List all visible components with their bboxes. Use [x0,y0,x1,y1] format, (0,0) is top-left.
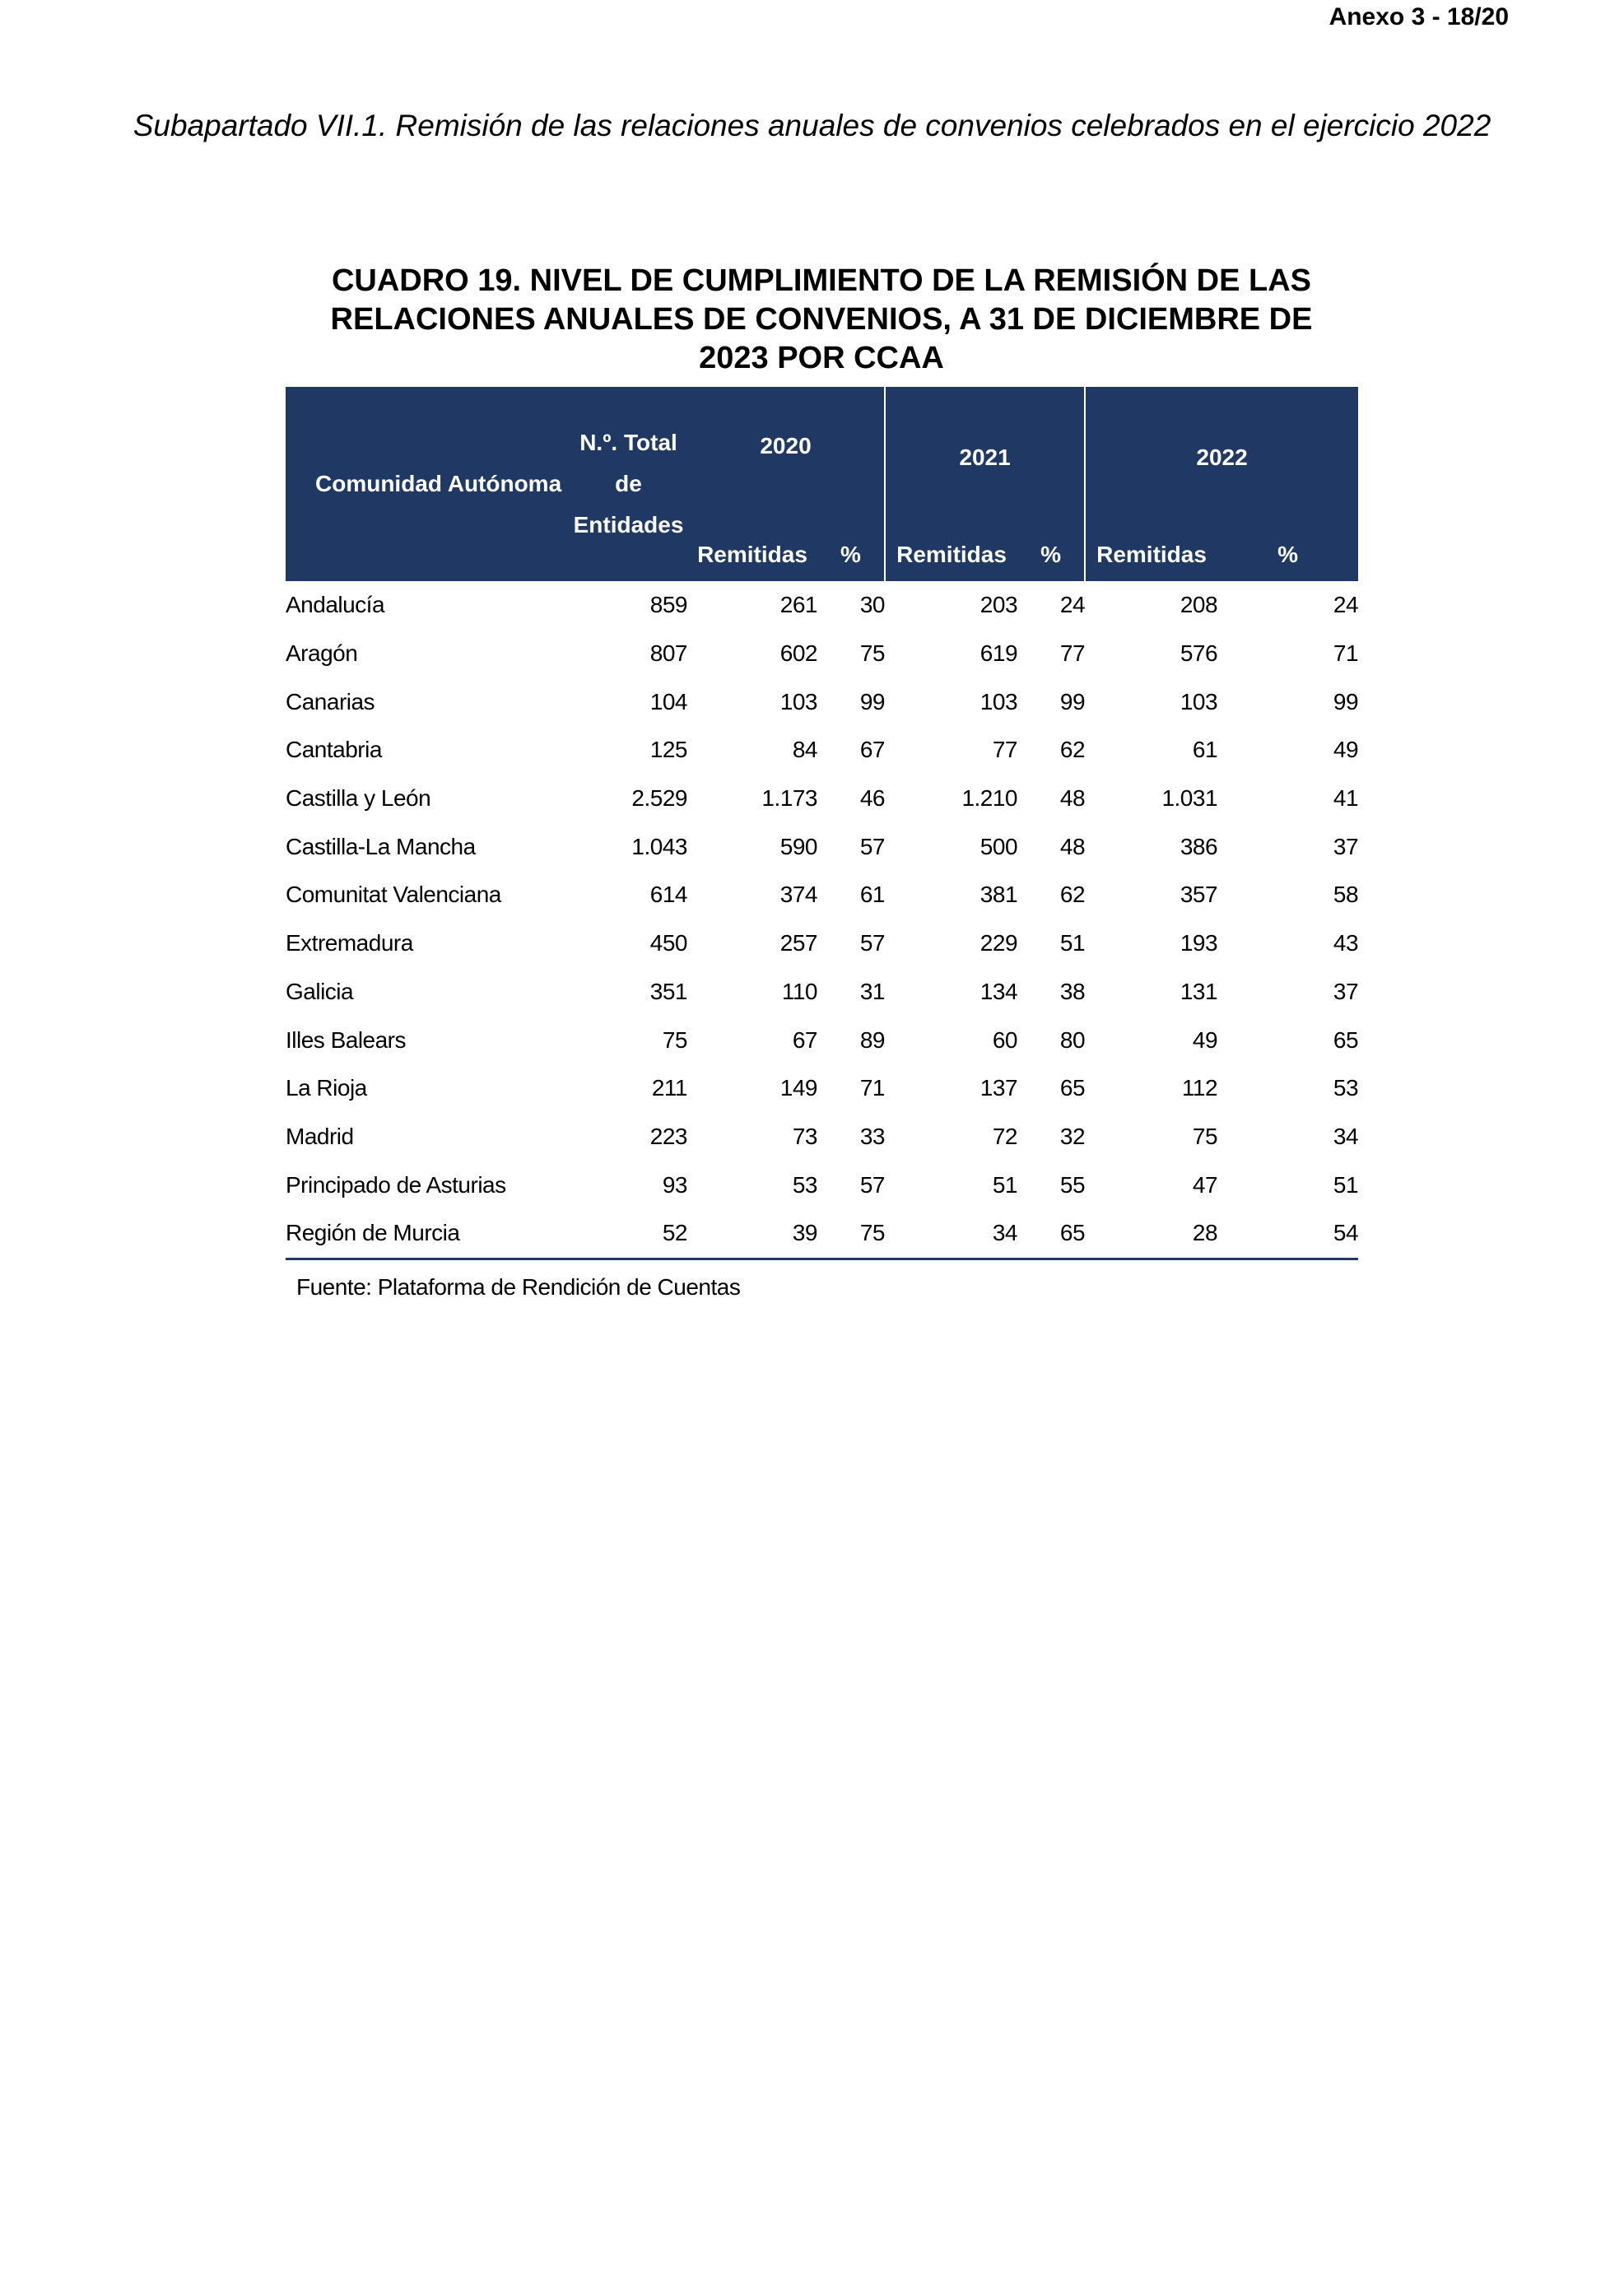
cell-pct-2020: 30 [859,592,886,618]
header-sent-2022: Remitidas [1085,528,1217,581]
cell-sent-2021: 34 [885,1209,1017,1259]
cell-pct-2020: 57 [859,833,886,859]
cell-total-entities: 223 [649,1123,687,1149]
cell-sent-2022: 193 [1180,930,1218,956]
table-row [286,1161,1358,1209]
cell-pct-2022: 99 [1333,688,1359,714]
cell-sent-2022: 386 [1180,833,1218,859]
cell-pct-2020: 71 [859,1075,886,1101]
cell-pct-2022: 65 [1333,1026,1359,1053]
cell-community: Principado de Asturias [286,1171,506,1198]
cell-pct-2022: 24 [1333,592,1359,618]
compliance-table [286,387,1358,1260]
cell-sent-2021: 77 [992,737,1018,763]
cell-pct-2020: 33 [859,1123,886,1149]
cell-sent-2022: 49 [1192,1026,1218,1053]
cell-sent-2022: 28 [1085,1209,1217,1259]
cell-community: Canarias [286,688,375,714]
cell-pct-2022: 37 [1333,978,1359,1004]
cell-pct-2022: 53 [1333,1075,1359,1101]
cell-community: Madrid [286,1123,354,1149]
cell-pct-2021: 48 [1059,785,1086,812]
cell-total-entities: 859 [649,592,687,618]
cell-community: Región de Murcia [286,1209,570,1259]
cell-total-entities: 1.043 [631,833,687,859]
cell-pct-2022: 43 [1333,930,1359,956]
header-sent-2020: Remitidas [687,528,817,581]
cell-sent-2022: 112 [1181,1075,1218,1101]
cell-pct-2022: 49 [1333,737,1359,763]
cell-sent-2021: 72 [992,1123,1018,1149]
cell-sent-2021: 229 [980,930,1018,956]
cell-sent-2020: 149 [779,1075,817,1101]
cell-pct-2021: 99 [1059,688,1086,714]
cell-pct-2020: 99 [859,688,886,714]
cell-total-entities: 807 [649,640,687,667]
cell-sent-2022: 576 [1180,640,1218,667]
cell-sent-2020: 261 [779,592,817,618]
cell-pct-2021: 65 [1059,1075,1086,1101]
cell-sent-2021: 500 [980,833,1018,859]
cell-sent-2022: 357 [1180,882,1218,908]
cell-community: Castilla-La Mancha [286,833,476,859]
header-year-2022: 2022 [1085,387,1358,528]
cell-pct-2020: 67 [859,737,886,763]
header-year-2020: 2020 [687,387,885,528]
table-row [286,871,1358,919]
cell-pct-2021: 77 [1059,640,1086,667]
cell-sent-2020: 590 [779,833,817,859]
cell-total-entities: 614 [649,882,687,908]
table-row [286,677,1358,726]
cell-pct-2022: 41 [1333,785,1359,812]
cell-sent-2022: 75 [1192,1123,1218,1149]
cell-sent-2021: 103 [980,688,1018,714]
cell-sent-2022: 103 [1180,688,1218,714]
cell-sent-2020: 110 [781,978,817,1004]
table-row [286,775,1358,823]
cell-pct-2021: 80 [1059,1026,1086,1053]
table-row [286,822,1358,871]
table-title [286,262,1356,378]
cell-sent-2021: 619 [980,640,1018,667]
table-row [286,1209,1358,1259]
cell-sent-2020: 53 [792,1171,817,1198]
table-row [286,968,1358,1017]
cell-sent-2021: 137 [980,1075,1018,1101]
cell-pct-2022: 71 [1333,640,1359,667]
cell-sent-2020: 73 [792,1123,817,1149]
cell-pct-2022: 54 [1217,1209,1358,1259]
cell-pct-2020: 61 [859,882,886,908]
cell-sent-2022: 208 [1180,592,1218,618]
header-sent-2021: Remitidas [885,528,1017,581]
cell-total-entities: 450 [649,930,687,956]
cell-community: Illes Balears [286,1026,407,1053]
cell-pct-2021: 24 [1059,592,1086,618]
table-title-line: 2023 POR CCAA [699,341,944,375]
header-pct-2022: % [1217,528,1358,581]
cell-sent-2021: 51 [992,1171,1018,1198]
subsection-title: Subapartado VII.1. Remisión de las relaciones anuales de convenios celebrados en el ejercicio 2022 [133,109,1491,142]
cell-sent-2020: 602 [779,640,817,667]
header-year-2021: 2021 [885,387,1085,528]
source-note: Fuente: Plataforma de Rendición de Cuentas [296,1274,741,1300]
cell-sent-2022: 1.031 [1161,785,1218,812]
header-pct-2021: % [1017,528,1085,581]
cell-total-entities: 93 [662,1171,687,1198]
cell-sent-2020: 84 [792,737,817,763]
cell-sent-2020: 103 [779,688,817,714]
cell-total-entities: 52 [570,1209,687,1259]
cell-sent-2020: 374 [779,882,817,908]
cell-pct-2022: 34 [1333,1123,1359,1149]
table-row [286,1113,1358,1161]
cell-sent-2022: 47 [1192,1171,1218,1198]
cell-sent-2021: 203 [980,592,1018,618]
cell-sent-2020: 67 [792,1026,817,1053]
table-row [286,726,1358,775]
cell-pct-2020: 89 [859,1026,886,1053]
cell-community: Andalucía [286,592,385,618]
table-row [286,919,1358,968]
cell-community: La Rioja [286,1075,367,1101]
cell-pct-2021: 48 [1059,833,1086,859]
table-title-line: CUADRO 19. NIVEL DE CUMPLIMIENTO DE LA REMISIÓN DE LAS [331,263,1312,298]
cell-pct-2020: 31 [859,978,886,1004]
cell-sent-2020: 257 [779,930,817,956]
header-community: Comunidad Autónoma [286,387,570,581]
cell-pct-2020: 57 [859,930,886,956]
table-row [286,581,1358,630]
page-number: Anexo 3 - 18/20 [1329,3,1509,30]
cell-total-entities: 125 [649,737,687,763]
cell-community: Extremadura [286,930,413,956]
cell-pct-2021: 62 [1059,737,1086,763]
cell-pct-2021: 65 [1017,1209,1085,1259]
cell-sent-2021: 134 [980,978,1018,1004]
cell-sent-2020: 1.173 [761,785,817,812]
cell-pct-2021: 38 [1059,978,1086,1004]
cell-pct-2020: 57 [859,1171,886,1198]
header-total-line1: N.º. Total de [579,430,677,496]
cell-pct-2022: 51 [1333,1171,1359,1198]
cell-community: Galicia [286,978,354,1004]
header-pct-2020: % [817,528,885,581]
header-total-entities [570,387,687,581]
cell-pct-2021: 51 [1059,930,1086,956]
cell-sent-2021: 1.210 [961,785,1018,812]
cell-total-entities: 75 [662,1026,687,1053]
table-row [286,630,1358,678]
cell-community: Cantabria [286,737,382,763]
cell-pct-2021: 32 [1059,1123,1086,1149]
table-body [286,581,1358,1259]
cell-sent-2022: 131 [1180,978,1218,1004]
cell-pct-2021: 55 [1059,1171,1086,1198]
cell-pct-2020: 75 [859,640,886,667]
table-row [286,1064,1358,1113]
cell-sent-2020: 39 [687,1209,817,1259]
cell-community: Aragón [286,640,358,667]
cell-total-entities: 351 [649,978,687,1004]
cell-pct-2020: 75 [817,1209,885,1259]
header-total-line2: Entidades [573,512,684,538]
cell-pct-2020: 46 [859,785,886,812]
cell-sent-2021: 60 [992,1026,1018,1053]
cell-pct-2021: 62 [1059,882,1086,908]
table-title-line: RELACIONES ANUALES DE CONVENIOS, A 31 DE DICIEMBRE DE [330,302,1313,337]
cell-pct-2022: 58 [1333,882,1359,908]
table-row [286,1016,1358,1064]
cell-sent-2022: 61 [1192,737,1218,763]
cell-total-entities: 2.529 [631,785,687,812]
cell-community: Comunitat Valenciana [286,882,501,908]
cell-total-entities: 104 [649,688,687,714]
cell-sent-2021: 381 [980,882,1018,908]
cell-community: Castilla y León [286,785,431,812]
cell-total-entities: 211 [651,1075,687,1101]
cell-pct-2022: 37 [1333,833,1359,859]
